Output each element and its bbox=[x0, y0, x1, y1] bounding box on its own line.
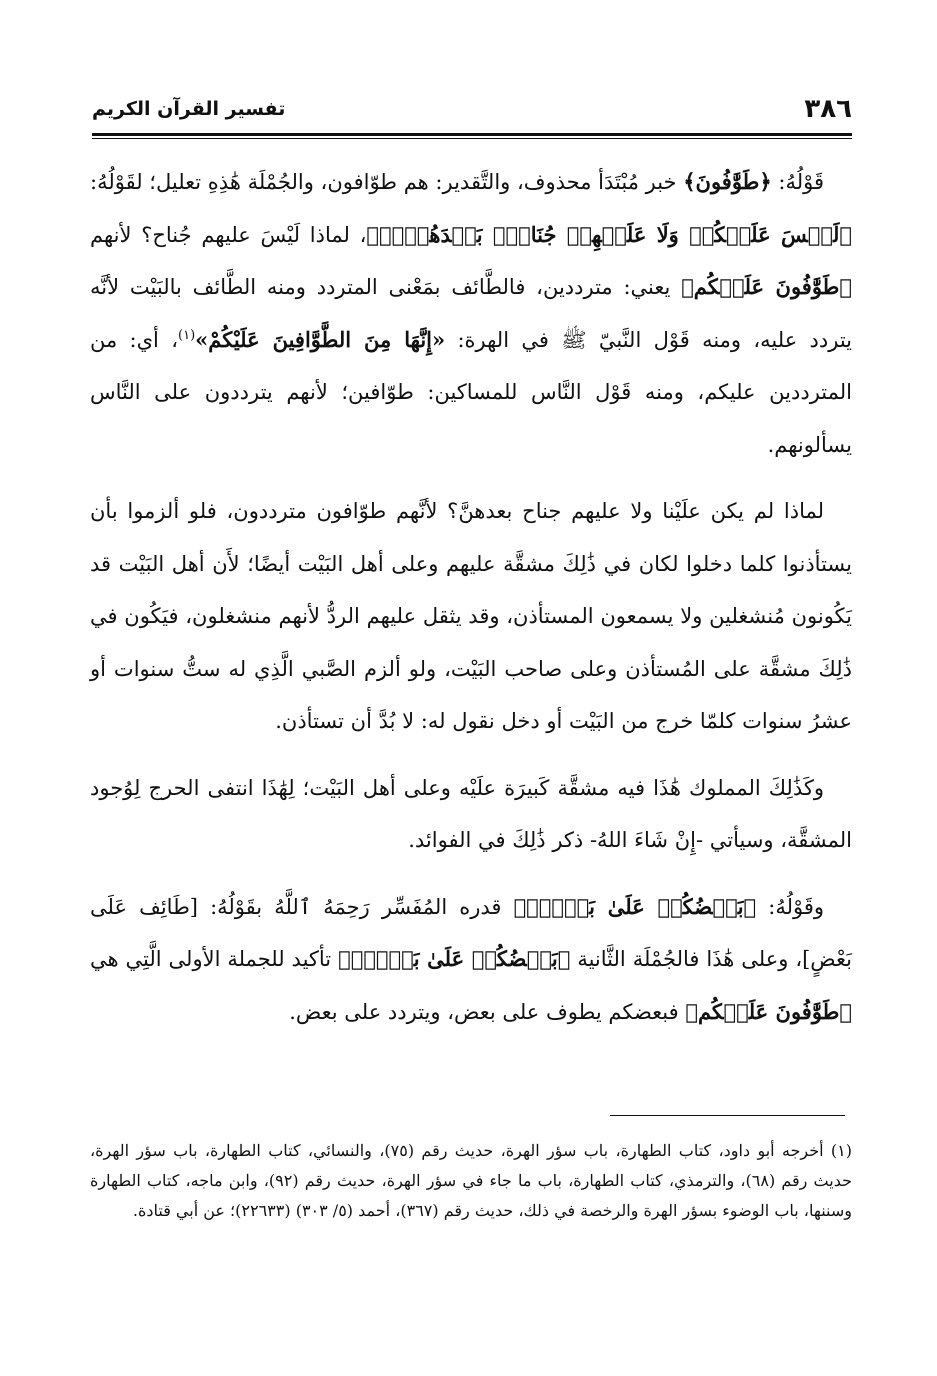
text-segment: ، أي: من المترددين عليكم، ومنه قَوْل النَّاس للمساكين: طوّافين؛ لأنهم يترددون على النَّاس يسألونهم. bbox=[90, 327, 852, 457]
paragraph-3 bbox=[90, 762, 852, 867]
paragraph-1 bbox=[90, 156, 852, 471]
footnote-reference: (١) bbox=[178, 327, 196, 343]
header-rule bbox=[92, 133, 852, 136]
footnote-section bbox=[90, 1136, 852, 1226]
text-segment: وقَوْلُهُ: bbox=[756, 894, 824, 919]
quran-verse: ﴿طَوَّٰفُونَ﴾ bbox=[683, 169, 772, 194]
text-segment: تأكيد للجملة الأولى الَّتِي هي bbox=[90, 947, 339, 971]
header-rule-thin bbox=[92, 138, 852, 139]
quran-verse: ﴿طَوَّٰفُونَ عَلَيۡكُم﴾ bbox=[681, 274, 852, 299]
text-segment: ، لماذا لَيْسَ عليهم جُناح؟ لأنهم bbox=[90, 222, 367, 247]
paragraph-4 bbox=[90, 881, 852, 1039]
quran-verse: «إِنَّهَا مِنَ الطَّوَّافِينَ عَلَيْكُمْ» bbox=[195, 326, 446, 352]
footnote-1: (١) أخرجه أبو داود، كتاب الطهارة، باب سؤر الهرة، حديث رقم (٧٥)، والنسائي، كتاب الطهارة، باب سؤر الهرة، حديث رقم (٦٨)، والترمذي، كتاب الطهارة، باب ما جاء في سؤر الهرة، حديث رقم (٩٢)، وابن ماجه، كتاب الطهارة وسننها، باب الوضوء بسؤر الهرة والرخصة في ذلك، حديث رقم (٣٦٧)، أحمد (٥/ ٣٠٣) (٢٢٦٣٣)؛ عن أبي قتادة. bbox=[90, 1141, 853, 1220]
quran-verse: ﴿لَيۡسَ عَلَيۡكُمۡ وَلَا عَلَيۡهِمۡ جُنَاحُۢ بَعۡدَهُنَّۚ﴾ bbox=[366, 221, 852, 247]
paragraph-2 bbox=[90, 485, 852, 748]
text-segment: قدره المُفَسِّر رَحِمَهُ ٱللَّهُ بقَوْلُهُ: [طَائِف عَلَى بَعْضٍ]، وعلى هَٰذَا فالجُمْلَة الثَّانية bbox=[90, 894, 853, 971]
text-segment: قَوْلُهُ: bbox=[771, 170, 825, 194]
footnote-separator bbox=[610, 1115, 845, 1116]
quran-verse: ﴿طَوَّٰفُونَ عَلَيۡكُم﴾ bbox=[685, 998, 852, 1024]
text-segment: خبر مُبْتَدَأ محذوف، والتَّقدير: هم طوّافون، والجُمْلَة هَٰذِهِ تعليل؛ لقَوْلُهُ: bbox=[90, 170, 684, 194]
book-title: تفسير القرآن الكريم bbox=[92, 98, 286, 120]
text-segment: يعني: مترددين، فالطَّائف بمَعْنى المتردد ومنه الطَّائف بالبَيْت لأنَّه يتردد عليه، ومنه قَوْل النَّبيّ ﷺ في الهرة: bbox=[90, 275, 853, 352]
page-number: ٣٨٦ bbox=[804, 94, 852, 124]
quran-verse: ﴿بَعۡضُكُمۡ عَلَىٰ بَعۡضٖۚ﴾ bbox=[338, 946, 571, 971]
quran-verse: ﴿بَعۡضُكُمۡ عَلَىٰ بَعۡضٖۚ﴾ bbox=[513, 893, 757, 919]
text-segment: وكَذَٰلِكَ المملوك هَٰذَا فيه مشقَّة كَبيرَة علَيْه وعلى أهل البَيْت؛ لِهَٰذَا انتفى الحرج لِوُجود المشقَّة، وسيأتي -إِنْ شَاءَ اللهُ- ذكر ذَٰلِكَ في الفوائد. bbox=[90, 775, 852, 852]
text-segment: فبعضكم يطوف على بعض، ويتردد على بعض. bbox=[289, 999, 686, 1024]
main-text bbox=[90, 156, 852, 1052]
text-segment: لماذا لم يكن علَيْنا ولا عليهم جناح بعدهنَّ؟ لأنَّهم طوّافون مترددون، فلو ألزموا بأن يستأذنوا كلما دخلوا لكان في ذَٰلِكَ مشقَّة عليهم وعلى أهل البَيْت أيضًا؛ لأَن أهل البَيْت قد يَكُونون مُنشغلين ولا يسمعون المستأذن، وقد يثقل عليهم الردُّ لأنهم منشغلون، فيَكُون في ذَٰلِكَ مشقَّة على المُستأذن وعلى صاحب البَيْت، ولو ألزم الصَّبي الَّذِي له ستُّ سنوات أو عشرُ سنوات كلمّا خرج من البَيْت أو دخل نقول له: لا بُدَّ أن تستأذن. bbox=[90, 499, 852, 733]
page-header bbox=[92, 92, 852, 130]
